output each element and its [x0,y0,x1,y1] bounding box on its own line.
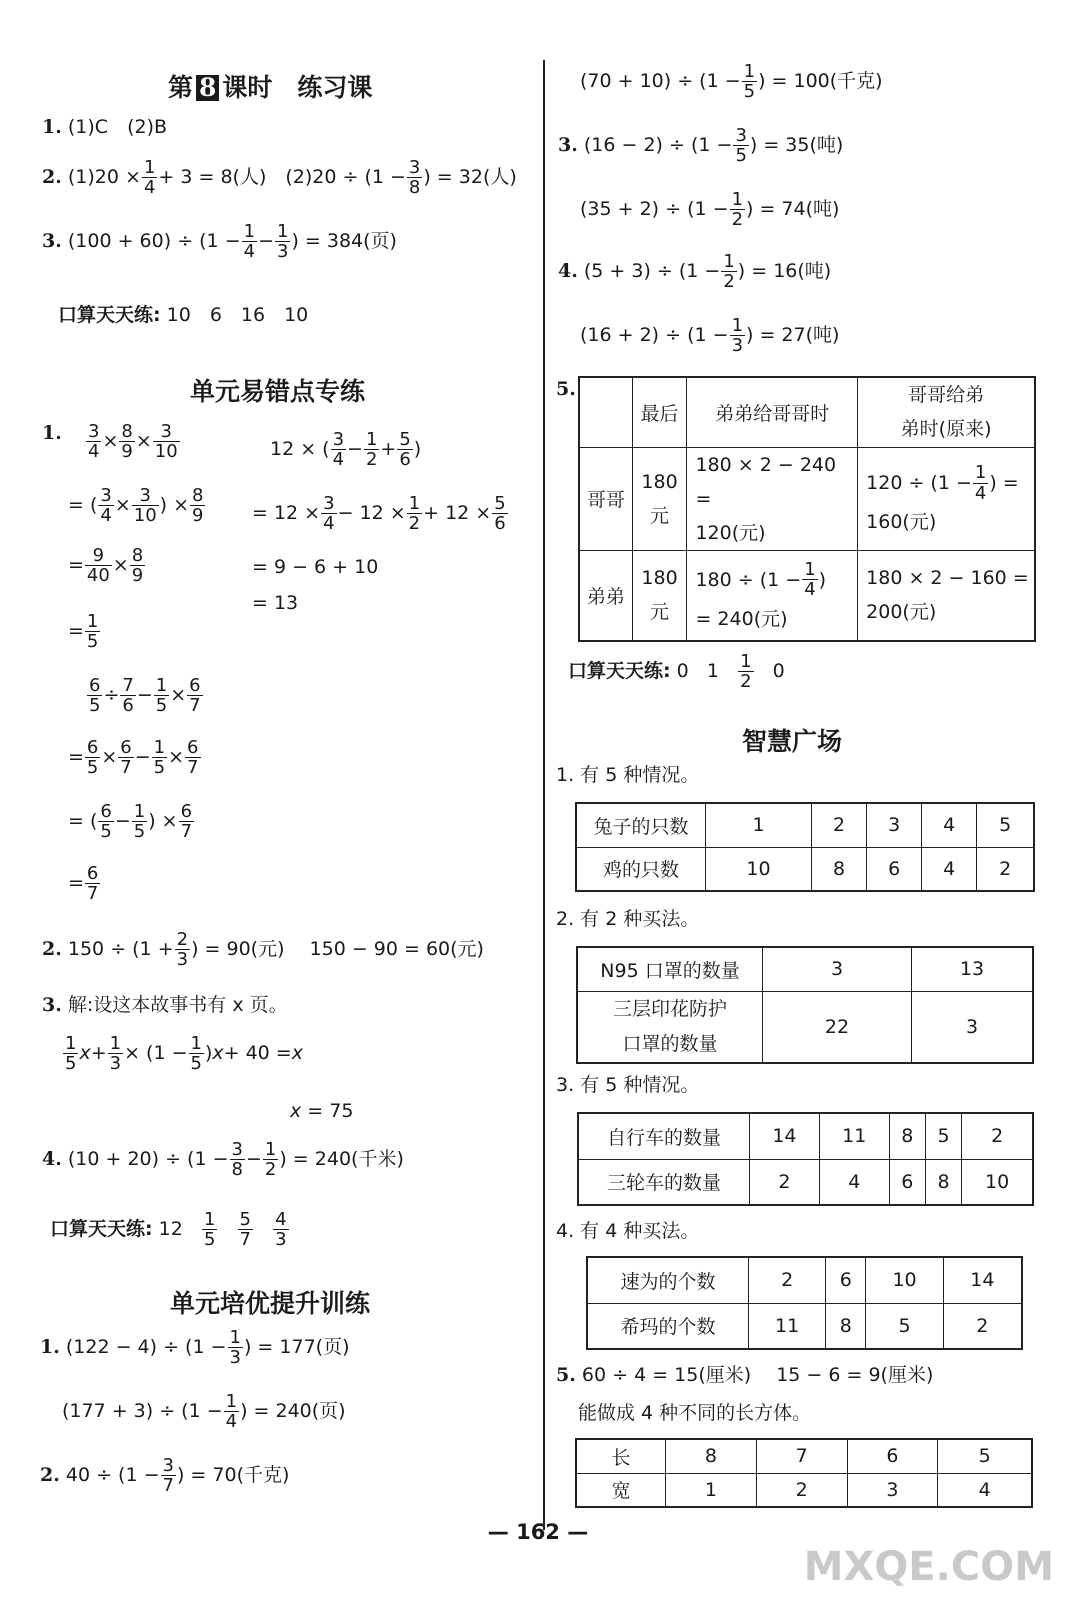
s2-q3: 3. 解:设这本故事书有 x 页。 [42,994,288,1016]
s2-q1-c-line1: 6 5 ÷ 7 6 − 1 5 × 6 7 [89,675,201,717]
s2-q1-a-line3: = 9 40 × 8 9 [68,545,144,587]
s3-title: 单元培优提升训练 [170,1289,371,1318]
s2-mental-math: 口算天天练: 12 1 5 5 7 4 3 [50,1209,287,1251]
s1-mental-math: 口算天天练: 10 6 16 10 [58,304,309,326]
s2-q1-label: 1. [42,422,62,444]
s4-q3: 3. 有 5 种情况。 [556,1074,700,1096]
s4-q4-table: 速为的个数 2 6 10 14 希玛的个数 11 8 5 2 [586,1256,1023,1350]
s4-title: 智慧广场 [742,727,843,756]
s4-q5-table: 长 8 7 6 5 宽 1 2 3 4 [575,1438,1033,1508]
s2-q1-b-line3: = 9 − 6 + 10 [252,556,379,578]
s4-q3-table: 自行车的数量 14 11 8 5 2 三轮车的数量 2 4 6 8 10 [577,1112,1034,1206]
s2-q1-c-line2: = 6 5 × 6 7 − 1 5 × 6 7 [68,737,199,779]
watermark: MXQE.COM [803,1544,1054,1590]
s2-q1-a-line2: = ( 3 4 × 3 10 ) × 8 9 [68,485,204,527]
s2-q3-answer: x = 75 [290,1100,354,1122]
s3-q4-line1: 4. (5 + 3) ÷ (1 − 1 2 ) = 16(吨) [558,251,832,293]
lesson-title: 第 8 课时 练习课 [168,73,373,102]
page-footer: — 162 — [487,1520,589,1544]
s4-q5-line1: 5. 60 ÷ 4 = 15(厘米) 15 − 6 = 9(厘米) [556,1364,934,1386]
s3-q5-label: 5. [556,378,576,400]
s2-q1-c-line4: = 6 7 [68,863,99,905]
column-divider [543,60,545,1530]
s2-q4: 4. (10 + 20) ÷ (1 − 3 8 − 1 2 ) = 240(千米) [42,1139,404,1181]
s4-q2: 2. 有 2 种买法。 [556,908,700,930]
s3-q3-line1: 3. (16 − 2) ÷ (1 − 3 5 ) = 35(吨) [558,125,844,167]
s4-q5-line2: 能做成 4 种不同的长方体。 [578,1402,812,1424]
s2-q2: 2. 150 ÷ (1 + 2 3 ) = 90(元) 150 − 90 = 60(元) [42,929,484,971]
s4-q2-table: N95 口罩的数量 3 13 三层印花防护 口罩的数量 22 3 [576,946,1034,1064]
s3-mental-math: 口算天天练: 0 1 1 2 0 [568,651,785,693]
s4-q1-table: 兔子的只数 1 2 3 4 5 鸡的只数 10 8 6 4 2 [575,802,1035,892]
s2-q1-b-line4: = 13 [252,592,299,614]
s1-q1: 1. (1)C (2)B [42,116,168,138]
s2-title: 单元易错点专练 [190,377,366,406]
page-number: 162 [516,1520,560,1544]
s4-q4: 4. 有 4 种买法。 [556,1220,700,1242]
s3-q3-line2: (35 + 2) ÷ (1 − 1 2 ) = 74(吨) [580,189,840,231]
s3-q4-line2: (16 + 2) ÷ (1 − 1 3 ) = 27(吨) [580,315,840,357]
s3-q1-line2: (177 + 3) ÷ (1 − 1 4 ) = 240(页) [62,1391,346,1433]
s2-q1-a-line4: = 1 5 [68,611,99,653]
s2-q1-b-line1: 12 × ( 3 4 − 1 2 + 5 6 ) [270,429,422,471]
s3-q1-line1: 1. (122 − 4) ÷ (1 − 1 3 ) = 177(页) [40,1327,350,1369]
s1-q3: 3. (100 + 60) ÷ (1 − 1 4 − 1 3 ) = 384(页) [42,221,397,263]
s4-q1: 1. 有 5 种情况。 [556,764,700,786]
s3-q2-line1: 2. 40 ÷ (1 − 3 7 ) = 70(千克) [40,1455,290,1497]
s2-q3-equation: 1 5 x + 1 3 × (1 − 1 5 ) x + 40 = x [65,1033,303,1075]
lesson-number-badge: 8 [196,75,219,101]
s2-q1-c-line3: = ( 6 5 − 1 5 ) × 6 7 [68,801,193,843]
s2-q1-a-line1: 3 4 × 8 9 × 3 10 [88,421,178,463]
s3-q2-line2: (70 + 10) ÷ (1 − 1 5 ) = 100(千克) [580,61,883,103]
s2-q1-b-line2: = 12 × 3 4 − 12 × 1 2 + 12 × 5 6 [252,493,506,535]
s3-q5-table: 最后 弟弟给哥哥时 哥哥给弟 弟时(原来) 哥哥 180 元 180 × 2 − 240 = 120(元) 120 ÷ (1 − 1 4 ) = 160(元) 弟弟 180 元 180 ÷ (1 − 1 4 ) = 240(元) 180 × 2 − 160 = 200(元) [578,376,1036,642]
s1-q2: 2. (1)20 × 1 4 + 3 = 8(人) (2)20 ÷ (1 − 3 8 ) = 32(人) [42,157,517,199]
